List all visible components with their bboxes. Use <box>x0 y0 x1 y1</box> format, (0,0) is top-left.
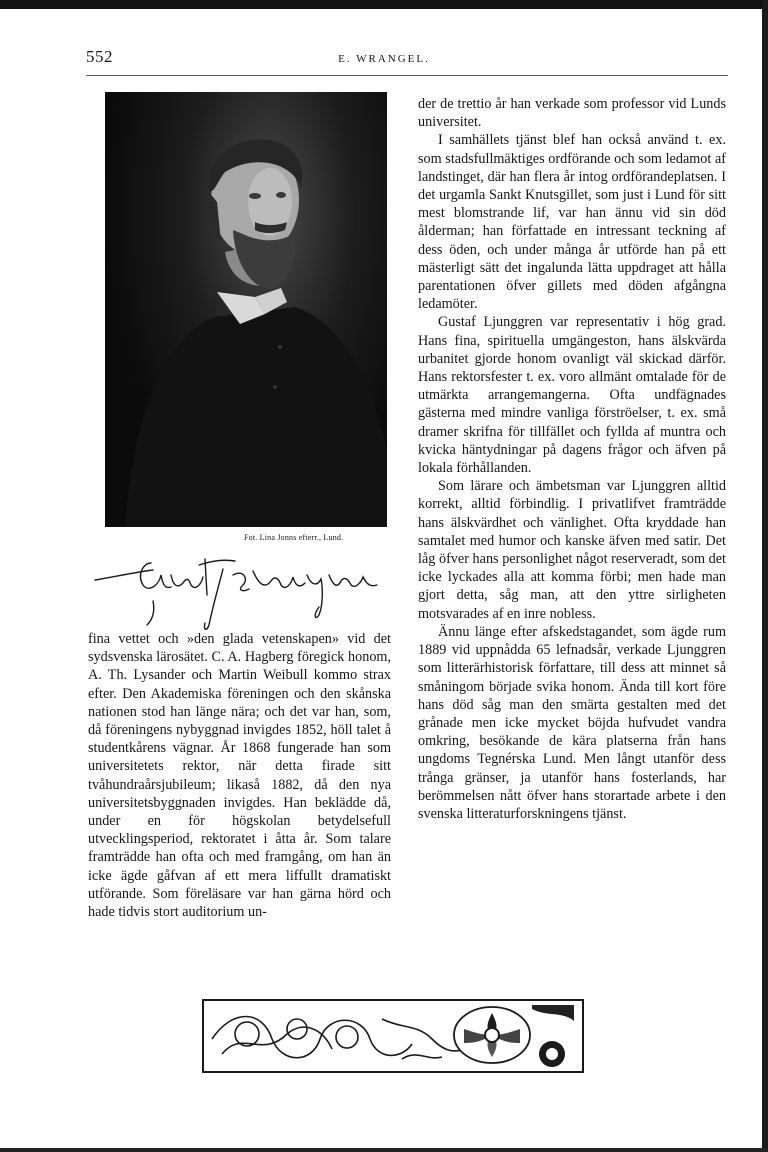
photo-credit: Fot. Lina Jonns efterr., Lund. <box>244 533 344 542</box>
left-column-text <box>88 630 391 921</box>
paragraph: fina vettet och »den glada vetenskapen» vid det sydsvenska lärosätet. C. A. Hagberg föregick honom, A. Th. Lysander och Martin Weibull kommo strax efter. Den Akademiska föreningen och den skånska nationen stod han länge nära; och det var han, som, då föreningens nybyggnad invigdes 1852, höll talet å studentkårens vägnar. År 1868 fungerade han som universitetets rektor, när detta firade sitt tvåhundraårsjubileum; likaså 1882, då den nya universitetsbyggnaden invigdes. Han beklädde då, under en för högskolan betydelsefull utvecklingsperiod, rektoratet i åtta år. Som talare framträdde han ofta och med framgång, om han än icke ägde gåfvan af ett mera liffullt dramatiskt utförande. Som föreläsare var han gärna hörd och hade tidvis stort auditorium un- <box>88 631 391 921</box>
running-head: E. WRANGEL. <box>338 53 430 65</box>
paragraph: Gustaf Ljunggren var representativ i hög grad. Hans fina, spirituella umgängeston, hans älskvärda urbanitet gjorde honom ovanligt väl skickad därför. Hans rektorsfester t. ex. voro allmänt omtalade för de utmärkta arrangemangerna. Ofta undfägnades gästerna med mindre vanliga förströelser, t. ex. små dramer skrifna för tillfället och fyllda af muntra och kvicka häntydningar på dagens frågor och äfven på lokala förhållanden. <box>418 314 726 477</box>
scan-top-border <box>0 0 768 9</box>
portrait-figure <box>105 92 387 527</box>
portrait-photo <box>105 92 387 527</box>
paragraph: I samhällets tjänst blef han också använd t. ex. som stadsfullmäktiges ordförande och som ledamot af landstinget, där han flera år intog ordförandeplatsen. I det urgamla Sankt Knutsgillet, som just i Lund för sitt mest blomstrande lif, var han ännu vid sin död ålderman; han författade en intressant teckning af dess öden, och under många år utförde han på ett mästerligt sätt det ingalunda lätta uppdraget att hålla parentationen öfver gillets med döden afgångna ledamöter. <box>418 132 726 313</box>
page-number: 552 <box>86 47 113 66</box>
signature-image <box>93 545 378 633</box>
paragraph: der de trettio år han verkade som professor vid Lunds universitet. <box>418 96 726 131</box>
decorative-vignette <box>202 999 584 1073</box>
paragraph: Ännu länge efter afskedstagandet, som ägde rum 1889 vid uppnådda 65 lefnadsår, verkade Ljunggren som litterärhistorisk författare, till dess att minnet så småningom började svika honom. Ända till kort före hans död såg man den smärta gestalten med det grånade men icke mycket böjda hufvudet vandra omkring, besökande de kära platserna från hans ungdoms Tegnérska Lund. Men långt utanför dess trånga gränser, ja utanför hans fosterlands, har berömmelsen nått öfver hans storartade arbete i den svenska litteraturforskningens tjänst. <box>418 623 726 822</box>
paragraph: Som lärare och ämbetsman var Ljunggren alltid korrekt, alltid förbindlig. I privatlifvet framträdde hans älskvärdhet och vänlighet. Ofta kryddade han samtalet med humor och kanske äfven med satir. Det låg öfver hans personlighet något reserveradt, som det icke lyckades alla att komma förbi; men hade man gjort detta, såg man, att den yttre sirligheten motsvarades af en inre nobless. <box>418 478 726 622</box>
scan-right-border <box>762 0 768 1152</box>
header-rule <box>86 75 728 76</box>
right-column-text <box>418 95 726 823</box>
scan-bottom-border <box>0 1148 768 1152</box>
